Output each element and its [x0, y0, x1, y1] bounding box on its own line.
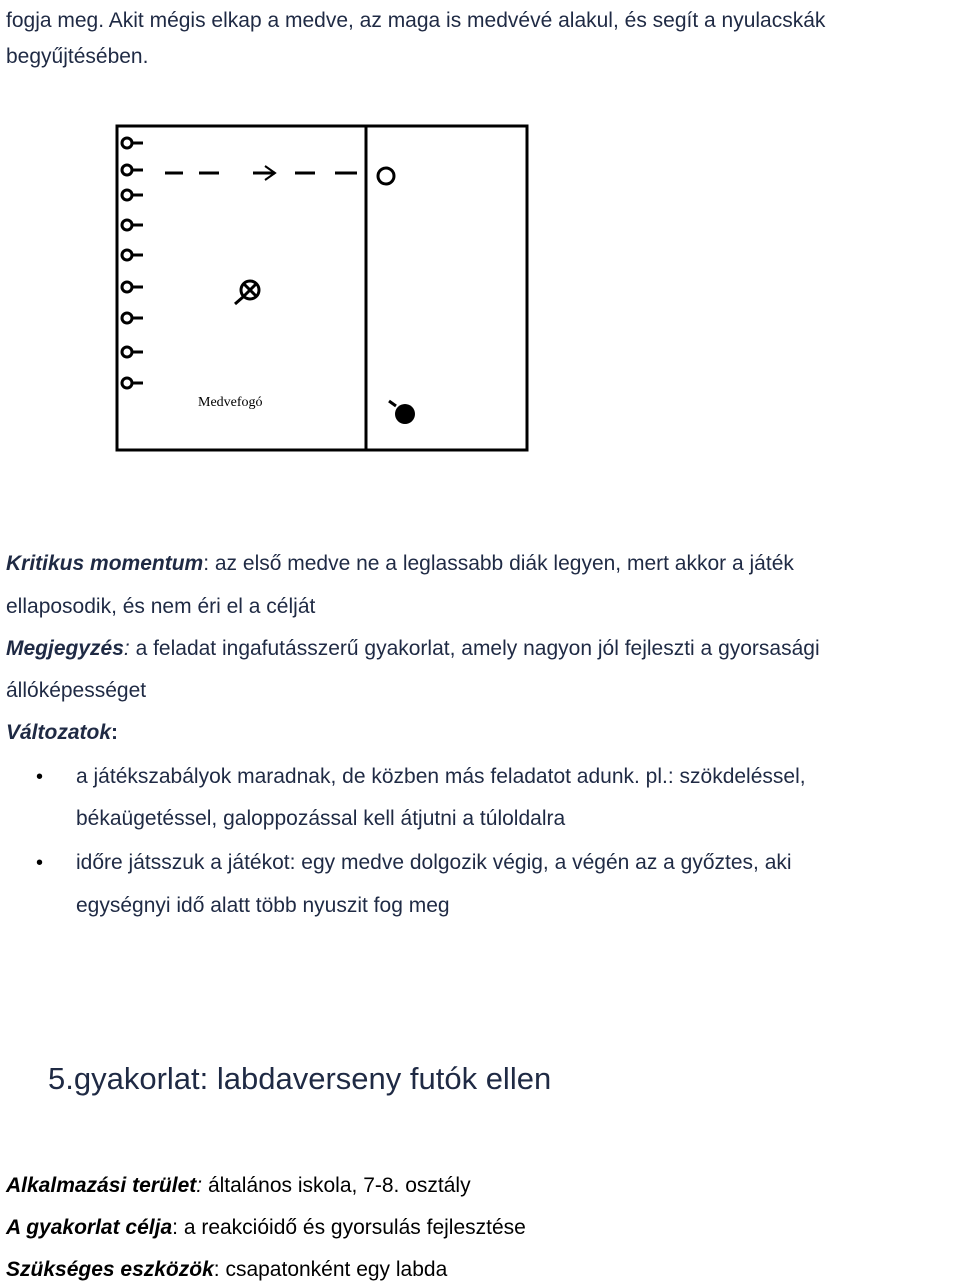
variants-colon: :: [111, 721, 119, 744]
critical-moment: [6, 551, 794, 577]
bear-catcher-diagram: [115, 124, 530, 454]
player-marker: [122, 282, 143, 292]
field-colon: :: [172, 1216, 178, 1239]
field-value: a reakcióidő és gyorsulás fejlesztése: [177, 1216, 526, 1239]
intro-line-1: fogja meg. Akit mégis elkap a medve, az maga is medvévé alakul, és segít a nyulacskák: [6, 9, 826, 32]
field-label: Alkalmazási terület: [6, 1174, 197, 1197]
note-label: Megjegyzés: [6, 637, 124, 660]
diagram-caption: Medvefogó: [198, 395, 263, 410]
run-path: [165, 166, 357, 180]
player-marker: [122, 347, 143, 357]
note: [6, 636, 820, 662]
field-colon: :: [213, 1258, 220, 1281]
ball-marker: [389, 401, 415, 424]
critical-text-1: az első medve ne a leglassabb diák legyen, mert akkor a játék: [209, 552, 794, 575]
field-equipment: [6, 1257, 447, 1283]
field-value: általános iskola, 7-8. osztály: [202, 1174, 471, 1197]
player-marker: [122, 138, 143, 148]
player-marker: [122, 190, 143, 200]
critical-label: Kritikus momentum: [6, 552, 204, 575]
player-marker: [122, 165, 143, 175]
variants-label: Változatok: [6, 721, 112, 744]
intro-line-2: begyűjtésében.: [6, 45, 149, 68]
section-heading: 5.gyakorlat: labdaverseny futók ellen: [48, 1061, 552, 1096]
note-colon: :: [123, 637, 130, 660]
critical-colon: :: [203, 552, 210, 575]
field-application-area: [6, 1173, 471, 1199]
critical-text-2: ellaposodik, és nem éri el a célját: [6, 595, 316, 618]
player-marker: [122, 220, 143, 230]
note-text-2: állóképességet: [6, 679, 147, 702]
bullet-icon: •: [36, 852, 44, 874]
runner-marker: [378, 168, 394, 184]
field-colon: :: [196, 1174, 203, 1197]
field-border: [117, 126, 527, 450]
field-label: Szükséges eszközök: [6, 1258, 214, 1281]
note-text-1: a feladat ingafutásszerű gyakorlat, amely nagyon jól fejleszti a gyorsasági: [129, 637, 820, 660]
variant-1-line-1: a játékszabályok maradnak, de közben más feladatot adunk. pl.: szökdeléssel,: [76, 765, 806, 788]
player-marker: [122, 313, 143, 323]
field-value: csapatonként egy labda: [219, 1258, 448, 1281]
bear-marker: [235, 281, 259, 304]
variant-1-line-2: békaügetéssel, galoppozással kell átjutni a túloldalra: [76, 807, 566, 830]
field-label: A gyakorlat célja: [6, 1216, 173, 1239]
player-marker: [122, 378, 143, 388]
player-marker: [122, 250, 143, 260]
field-goal: [6, 1215, 526, 1241]
variant-2-line-2: egységnyi idő alatt több nyuszit fog meg: [76, 894, 450, 917]
variants-heading: [6, 720, 118, 746]
bullet-icon: •: [36, 766, 44, 788]
variant-2-line-1: időre játsszuk a játékot: egy medve dolgozik végig, a végén az a győztes, aki: [76, 851, 792, 874]
players-column: [122, 138, 143, 388]
